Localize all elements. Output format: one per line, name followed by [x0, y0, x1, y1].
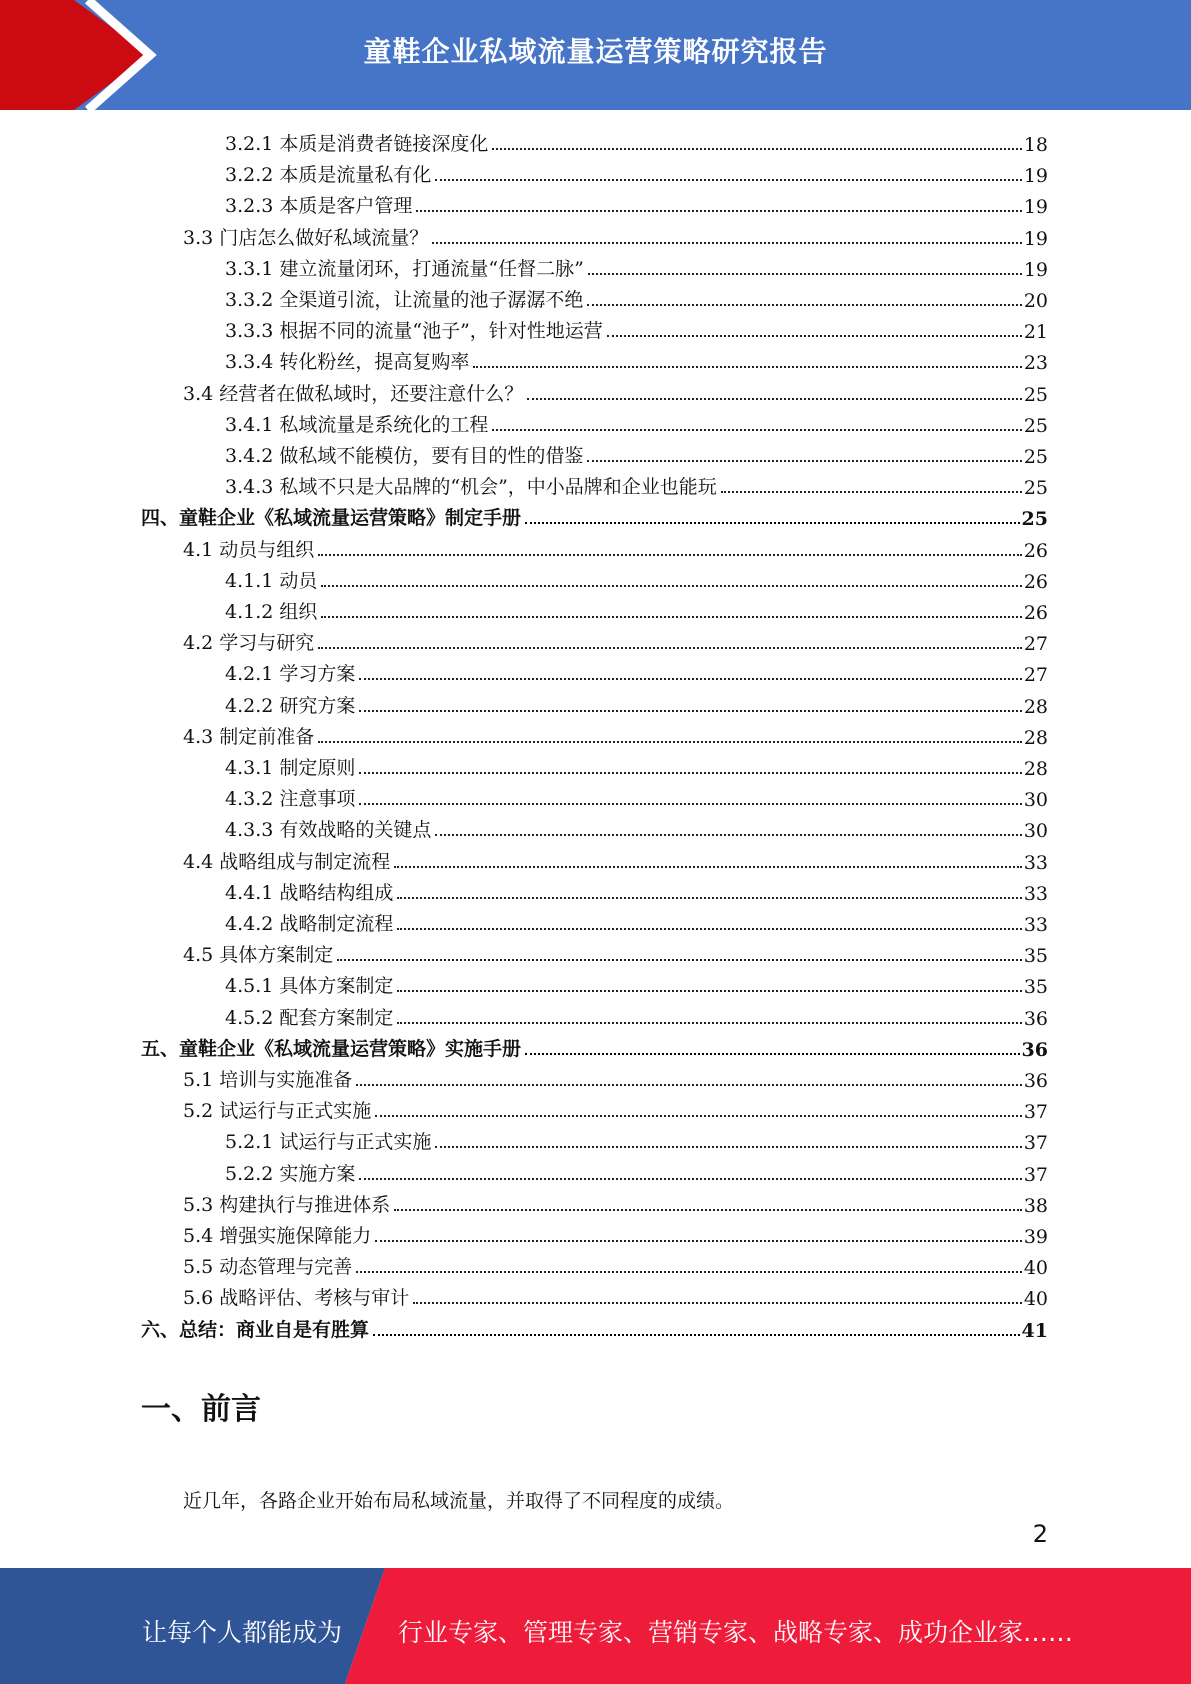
toc-entry[interactable] [225, 562, 1048, 593]
toc-entry[interactable] [225, 780, 1048, 811]
toc-entry[interactable] [183, 531, 1048, 562]
toc-entry[interactable] [225, 125, 1048, 156]
toc-entry[interactable] [183, 843, 1048, 874]
toc-entry-page: 40 [1023, 1257, 1048, 1280]
toc-dot-leader [435, 178, 1021, 181]
toc-dot-leader [397, 1021, 1021, 1024]
toc-entry[interactable] [225, 437, 1048, 468]
page-number: 2 [1032, 1520, 1048, 1548]
toc-entry-label: 4.3.2 注意事项 [225, 784, 357, 811]
toc-entry-page: 25 [1023, 383, 1048, 406]
toc-entry-page: 25 [1023, 477, 1048, 500]
toc-dot-leader [527, 397, 1022, 400]
toc-entry-label: 3.2.3 本质是客户管理 [225, 191, 414, 218]
toc-entry-label: 4.1 动员与组织 [183, 535, 316, 562]
toc-dot-leader [397, 927, 1021, 930]
toc-entry-page: 33 [1023, 882, 1048, 905]
toc-entry-label: 四、童鞋企业《私域流量运营策略》制定手册 [141, 503, 523, 530]
toc-entry-page: 18 [1023, 134, 1048, 156]
toc-entry[interactable] [225, 874, 1048, 905]
toc-entry[interactable] [225, 281, 1048, 312]
toc-dot-leader [321, 615, 1021, 618]
toc-entry-label: 4.1.1 动员 [225, 566, 319, 593]
toc-entry[interactable] [225, 749, 1048, 780]
toc-entry-page: 25 [1023, 446, 1048, 468]
toc-dot-leader [587, 459, 1021, 462]
toc-entry-label: 4.3.1 制定原则 [225, 753, 357, 780]
toc-entry-page: 19 [1023, 165, 1048, 188]
page-footer [0, 1568, 1191, 1684]
toc-entry[interactable] [225, 156, 1048, 187]
toc-dot-leader [588, 272, 1022, 275]
toc-entry-page: 21 [1023, 321, 1048, 344]
toc-entry[interactable] [183, 1061, 1048, 1092]
toc-entry-label: 5.4 增强实施保障能力 [183, 1221, 373, 1248]
toc-entry[interactable] [183, 624, 1048, 655]
toc-entry-page: 36 [1023, 1007, 1048, 1030]
toc-entry[interactable] [225, 343, 1048, 374]
toc-entry-label: 4.3.3 有效战略的关键点 [225, 815, 433, 842]
toc-entry-page: 28 [1023, 758, 1048, 780]
toc-dot-leader [359, 677, 1021, 680]
toc-dot-leader [321, 584, 1021, 587]
toc-dot-leader [397, 989, 1021, 992]
toc-entry-page: 33 [1023, 851, 1048, 874]
toc-entry-label: 3.3 门店怎么做好私域流量？ [183, 223, 430, 250]
toc-entry[interactable] [225, 905, 1048, 936]
toc-entry-label: 5.2.1 试运行与正式实施 [225, 1127, 433, 1154]
toc-entry-page: 25 [1021, 508, 1048, 531]
toc-entry-label: 3.3.3 根据不同的流量“池子”，针对性地运营 [225, 316, 605, 343]
toc-dot-leader [356, 1083, 1022, 1086]
toc-entry-label: 5.2.2 实施方案 [225, 1159, 357, 1186]
toc-entry-label: 4.3 制定前准备 [183, 722, 316, 749]
toc-entry-page: 27 [1023, 664, 1048, 687]
toc-entry[interactable] [183, 1092, 1048, 1123]
toc-dot-leader [413, 1301, 1022, 1304]
toc-entry-label: 4.5 具体方案制定 [183, 940, 335, 967]
toc-entry-label: 4.4 战略组成与制定流程 [183, 847, 392, 874]
toc-entry-label: 4.5.2 配套方案制定 [225, 1003, 395, 1030]
toc-entry[interactable] [225, 468, 1048, 499]
toc-entry-label: 5.1 培训与实施准备 [183, 1065, 354, 1092]
page-header [0, 0, 1191, 110]
toc-entry[interactable] [225, 655, 1048, 686]
footer-slogan-left: 让每个人都能成为 [142, 1618, 343, 1647]
toc-entry-page: 19 [1023, 258, 1048, 281]
toc-dot-leader [397, 896, 1021, 899]
toc-entry-label: 4.1.2 组织 [225, 597, 319, 624]
toc-entry-page: 19 [1023, 227, 1048, 250]
toc-dot-leader [607, 334, 1022, 337]
toc-entry[interactable] [225, 187, 1048, 218]
toc-entry-page: 26 [1023, 602, 1048, 624]
toc-dot-leader [318, 740, 1022, 743]
toc-dot-leader [356, 1270, 1022, 1273]
toc-entry-label: 五、童鞋企业《私域流量运营策略》实施手册 [141, 1034, 523, 1061]
toc-entry[interactable] [183, 219, 1048, 250]
toc-dot-leader [492, 428, 1021, 431]
toc-entry-label: 4.2.2 研究方案 [225, 691, 357, 718]
toc-dot-leader [375, 1114, 1022, 1117]
toc-entry-label: 4.5.1 具体方案制定 [225, 971, 395, 998]
toc-dot-leader [473, 365, 1021, 368]
toc-entry-label: 4.4.2 战略制定流程 [225, 909, 395, 936]
toc-entry[interactable] [183, 375, 1048, 406]
toc-dot-leader [373, 1333, 1020, 1336]
toc-entry-label: 3.3.4 转化粉丝，提高复购率 [225, 347, 471, 374]
toc-entry-page: 37 [1023, 1132, 1048, 1155]
toc-entry-label: 4.4.1 战略结构组成 [225, 878, 395, 905]
toc-dot-leader [394, 1208, 1022, 1211]
toc-entry[interactable] [225, 687, 1048, 718]
toc-entry-page: 26 [1023, 570, 1048, 593]
toc-entry-page: 35 [1023, 976, 1048, 999]
toc-entry-page: 23 [1023, 352, 1048, 375]
toc-entry-label: 3.2.1 本质是消费者链接深度化 [225, 129, 490, 156]
toc-entry-label: 六、总结：商业自是有胜算 [141, 1315, 371, 1342]
toc-entry-page: 28 [1023, 726, 1048, 749]
toc-entry[interactable] [183, 1186, 1048, 1217]
toc-entry[interactable] [141, 499, 1048, 530]
toc-entry-label: 5.2 试运行与正式实施 [183, 1096, 373, 1123]
toc-entry-label: 3.3.2 全渠道引流，让流量的池子潺潺不绝 [225, 285, 585, 312]
toc-dot-leader [435, 833, 1021, 836]
toc-entry-page: 33 [1023, 914, 1048, 936]
toc-entry-label: 3.4.3 私域不只是大品牌的“机会”，中小品牌和企业也能玩 [225, 472, 719, 499]
toc-entry-label: 3.4.2 做私域不能模仿，要有目的性的借鉴 [225, 441, 585, 468]
toc-entry-label: 5.6 战略评估、考核与审计 [183, 1283, 411, 1310]
toc-dot-leader [492, 147, 1021, 150]
toc-entry[interactable] [225, 1155, 1048, 1186]
toc-entry[interactable] [225, 593, 1048, 624]
toc-entry-label: 4.2.1 学习方案 [225, 659, 357, 686]
toc-dot-leader [394, 865, 1022, 868]
toc-dot-leader [375, 1239, 1022, 1242]
toc-entry-page: 37 [1023, 1163, 1048, 1186]
toc-dot-leader [587, 303, 1021, 306]
toc-entry-page: 35 [1023, 945, 1048, 968]
toc-entry[interactable] [225, 406, 1048, 437]
toc-entry-page: 30 [1023, 820, 1048, 843]
toc-entry-page: 41 [1021, 1319, 1048, 1342]
toc-entry-page: 36 [1023, 1070, 1048, 1092]
toc-entry[interactable] [183, 936, 1048, 967]
toc-dot-leader [525, 521, 1020, 524]
toc-entry[interactable] [183, 718, 1048, 749]
toc-entry-label: 5.3 构建执行与推进体系 [183, 1190, 392, 1217]
toc-entry[interactable] [183, 1279, 1048, 1310]
toc-entry[interactable] [225, 811, 1048, 842]
footer-slogan-right: 行业专家、管理专家、营销专家、战略专家、成功企业家…… [398, 1618, 1074, 1647]
toc-entry-label: 3.4 经营者在做私域时，还要注意什么？ [183, 379, 525, 406]
section-heading: 一、前言 [141, 1392, 261, 1427]
toc-entry[interactable] [225, 312, 1048, 343]
toc-entry-page: 36 [1021, 1038, 1048, 1061]
toc-dot-leader [337, 958, 1022, 961]
toc-entry-page: 38 [1023, 1194, 1048, 1217]
toc-entry[interactable] [183, 1217, 1048, 1248]
toc-entry-page: 39 [1023, 1226, 1048, 1248]
toc-entry-label: 3.2.2 本质是流量私有化 [225, 160, 433, 187]
toc-entry-page: 25 [1023, 414, 1048, 437]
toc-dot-leader [359, 771, 1021, 774]
toc-entry[interactable] [183, 1248, 1048, 1279]
toc-entry-label: 3.4.1 私域流量是系统化的工程 [225, 410, 490, 437]
toc-entry[interactable] [141, 1030, 1048, 1061]
toc-entry-page: 28 [1023, 695, 1048, 718]
toc-entry[interactable] [225, 967, 1048, 998]
toc-dot-leader [525, 1052, 1020, 1055]
toc-entry-label: 3.3.1 建立流量闭环，打通流量“任督二脉” [225, 254, 586, 281]
toc-entry-page: 37 [1023, 1101, 1048, 1124]
toc-dot-leader [359, 709, 1021, 712]
toc-dot-leader [721, 490, 1022, 493]
toc-entry-page: 40 [1023, 1288, 1048, 1311]
toc-dot-leader [359, 802, 1021, 805]
toc-dot-leader [318, 646, 1022, 649]
toc-entry[interactable] [225, 250, 1048, 281]
toc-dot-leader [318, 553, 1022, 556]
body-paragraph: 近几年，各路企业开始布局私域流量，并取得了不同程度的成绩。 [183, 1490, 735, 1512]
toc-entry-page: 20 [1023, 290, 1048, 312]
toc-dot-leader [435, 1145, 1021, 1148]
toc-entry[interactable] [141, 1311, 1048, 1342]
toc-entry[interactable] [225, 1123, 1048, 1154]
toc-entry-page: 27 [1023, 633, 1048, 656]
toc-entry[interactable] [225, 999, 1048, 1030]
toc-dot-leader [432, 241, 1022, 244]
toc-dot-leader [359, 1177, 1021, 1180]
header-title: 童鞋企业私域流量运营策略研究报告 [363, 35, 828, 68]
toc-entry-label: 5.5 动态管理与完善 [183, 1252, 354, 1279]
toc-entry-page: 26 [1023, 539, 1048, 562]
toc-entry-page: 30 [1023, 789, 1048, 812]
toc-entry-page: 19 [1023, 196, 1048, 219]
toc-entry-label: 4.2 学习与研究 [183, 628, 316, 655]
toc-dot-leader [416, 209, 1021, 212]
